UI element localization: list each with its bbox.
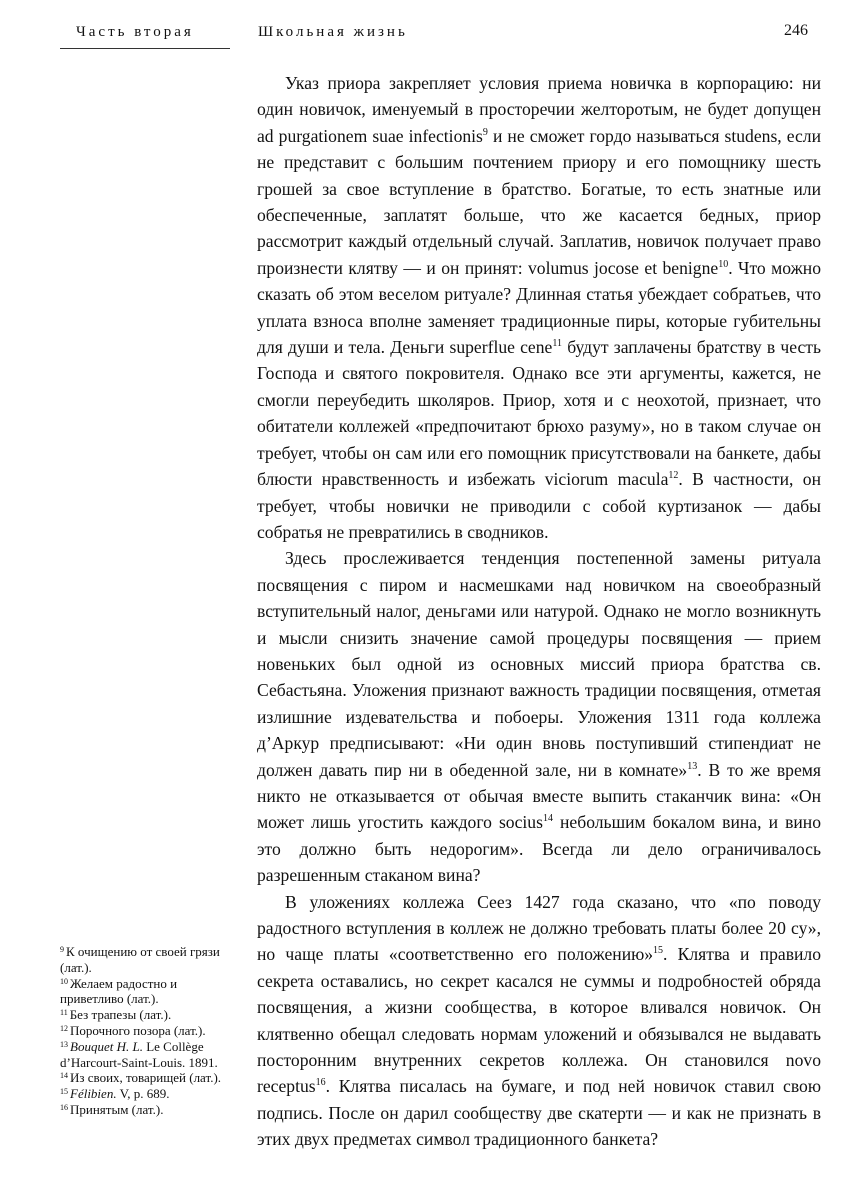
main-text bbox=[257, 70, 821, 1153]
footnote bbox=[60, 944, 240, 976]
footnote-ref: 11 bbox=[552, 338, 562, 350]
footnote-number: 13 bbox=[60, 1039, 68, 1049]
footnote-ref: 16 bbox=[315, 1077, 326, 1089]
footnote bbox=[60, 1070, 240, 1086]
footnote bbox=[60, 1023, 240, 1039]
text-run: Здесь прослеживается тенденция постепенной замены ритуала посвящения с пиром и насмешками над новичком на своеобразный вступительный налог, деньгами или натурой. Однако не могло возникнуть и мысли снизить значение самой процедуры посвящения — прием новеньких был одной из основных миссий приора братства св. Себастьяна. Уложения признают важность традиции посвящения, отметая излишние издевательства и побоеры. Уложения 1311 года коллежа д’Аркур предписывают: «Ни один вновь поступивший стипендиат не должен давать пир ни в обеденной зале, ни в комнате» bbox=[257, 548, 821, 780]
footnote-ref: 9 bbox=[482, 126, 488, 138]
footnote bbox=[60, 1039, 240, 1071]
running-head-part: Часть вторая bbox=[76, 24, 194, 40]
footnote-ref: 13 bbox=[687, 760, 698, 772]
footnote-author: Félibien. bbox=[70, 1086, 117, 1102]
footnote-text: Без трапезы (лат.). bbox=[69, 1007, 172, 1023]
footnote-ref: 15 bbox=[653, 945, 664, 957]
page-number: 246 bbox=[784, 22, 808, 39]
footnote-number: 10 bbox=[60, 976, 68, 986]
text-run: и не сможет гордо называться studens, если не представит с большим почтением приору и его помощнику шесть грошей за свое вступление в братство. Богатые, то есть знатные или обеспеченные, заплатят больше, что же касается бедных, приор рассмотрит каждый отдельный случай. Заплатив, новичок получает право произнести клятву — и он принят: volumus jocose et benigne bbox=[257, 125, 821, 278]
footnote bbox=[60, 1007, 240, 1023]
footnotes bbox=[60, 944, 240, 1118]
text-run: небольшим бокалом вина, и вино это должно быть недорогим». Всегда ли дело ограничивалось разрешенным стаканом вина? bbox=[257, 812, 822, 886]
footnote-text: Желаем радостно и приветливо (лат.). bbox=[60, 975, 178, 1007]
footnote-ref: 10 bbox=[718, 258, 729, 270]
text-run: Указ приора закрепляет условия приема новичка в корпорацию: ни один новичок, именуемый в просторечии желторотым, не будет допущен ad purgationem suae infectionis bbox=[257, 73, 821, 146]
footnote-number: 15 bbox=[60, 1087, 68, 1097]
text-run: . В частности, он требует, чтобы новички не приводили с собой куртизанок — дабы собратья не превратились в сводников. bbox=[257, 469, 821, 542]
text-run: В уложениях коллежа Сеез 1427 года сказано, что «по поводу радостного вступления в коллеж не должно требовать платы более 20 су», но чаще платы «соответственно его положению» bbox=[257, 891, 821, 965]
text-run: . Клятва и правило секрета оставались, но секрет касался не суммы и подробностей обряда посвящения, а жизни сообщества, в которое вливался новичок. Он клятвенно обещал следовать нормам уложений и обязывался не выдавать посторонним внутренних секретов коллежа. Он становился novo receptus bbox=[257, 944, 821, 1097]
footnote-author: Bouquet H. L. bbox=[70, 1038, 143, 1054]
text-run: . Что можно сказать об этом веселом ритуале? Длинная статья убеждает собратьев, что уплата взноса вполне заменяет традиционные пиры, которые губительны для души и тела. Деньги superflue cene bbox=[257, 257, 822, 358]
footnote bbox=[60, 1086, 240, 1102]
footnote-text: Le Collège d’Harcourt-Saint-Louis. 1891. bbox=[60, 1038, 218, 1070]
footnote-number: 14 bbox=[60, 1071, 68, 1081]
footnote-ref: 14 bbox=[542, 813, 553, 825]
footnote-text: Принятым (лат.). bbox=[70, 1101, 164, 1117]
paragraph bbox=[257, 889, 821, 1153]
footnote-number: 16 bbox=[60, 1102, 68, 1112]
paragraph bbox=[257, 70, 821, 545]
footnote bbox=[60, 1102, 240, 1118]
paragraph bbox=[257, 545, 821, 888]
running-head-chapter: Школьная жизнь bbox=[258, 24, 408, 40]
footnote-text: V, p. 689. bbox=[116, 1086, 170, 1102]
footnote-number: 11 bbox=[60, 1008, 68, 1018]
footnote-ref: 12 bbox=[668, 470, 679, 482]
text-run: . В то же время никто не отказывается от обычая вместе выпить стаканчик вина: «Он может лишь угостить каждого socius bbox=[257, 759, 821, 833]
footnote-text: К очищению от своей грязи (лат.). bbox=[60, 944, 220, 975]
footnote bbox=[60, 976, 240, 1008]
footnote-number: 12 bbox=[60, 1023, 68, 1033]
running-head bbox=[0, 18, 854, 58]
footnote-text: Из своих, товарищей (лат.). bbox=[70, 1070, 222, 1086]
text-run: . Клятва писалась на бумаге, и под ней новичок ставил свою подпись. После он дарил сообществу две скатерти — и как не признать в этих двух предметах символ традиционного банкета? bbox=[257, 1076, 821, 1150]
text-run: будут заплачены братству в честь Господа и святого покровителя. Однако все эти аргументы, кажется, не смогли переубедить школяров. Приор, хотя и с неохотой, признает, что обитатели коллежей «предпочитают брюхо разуму», но в таком случае он требует, чтобы он сам или его помощник присутствовали на банкете, дабы блюсти нравственность и избежать viciorum macula bbox=[257, 337, 821, 490]
footnote-text: Порочного позора (лат.). bbox=[70, 1022, 206, 1038]
header-rule bbox=[60, 48, 230, 49]
footnote-number: 9 bbox=[60, 945, 64, 954]
